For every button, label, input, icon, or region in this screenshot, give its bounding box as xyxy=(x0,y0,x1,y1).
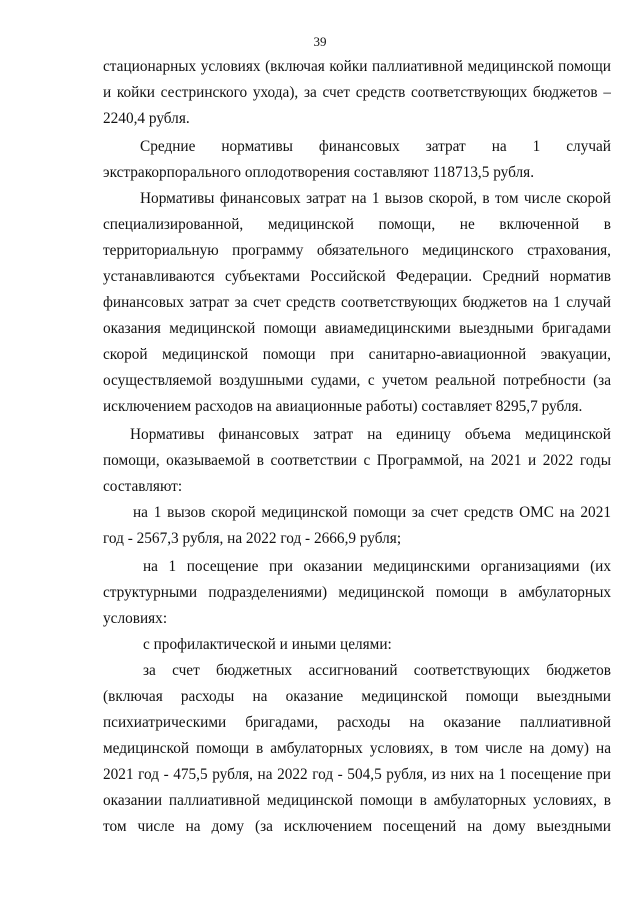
text-line: Нормативы финансовых затрат на единицу объема медицинской xyxy=(130,426,611,443)
text-line: оказании паллиативной медицинской помощи в амбулаторных условиях, в xyxy=(103,792,611,809)
text-line: и койки сестринского ухода), за счет средств соответствующих бюджетов – xyxy=(103,84,611,101)
text-line: скорой медицинской помощи при санитарно-авиационной эвакуации, xyxy=(103,346,611,363)
text-line: финансовых затрат за счет средств соответствующих бюджетов на 1 случай xyxy=(103,294,611,311)
text-line: 2240,4 рубля. xyxy=(103,110,190,127)
text-line: стационарных условиях (включая койки паллиативной медицинской помощи xyxy=(103,58,611,75)
text-line: структурными подразделениями) медицинской помощи в амбулаторных xyxy=(103,584,611,601)
text-line: психиатрическими бригадами, расходы на оказание паллиативной xyxy=(103,714,611,731)
text-line: медицинской помощи в амбулаторных условиях, в том числе на дому) на xyxy=(103,740,611,757)
text-line: устанавливаются субъектами Российской Федерации. Средний норматив xyxy=(103,268,611,285)
text-line: том числе на дому (за исключением посещений на дому выездными xyxy=(103,818,611,835)
text-line: экстракорпорального оплодотворения составляют 118713,5 рубля. xyxy=(103,164,535,181)
text-line: с профилактической и иными целями: xyxy=(143,636,392,653)
text-line: год - 2567,3 рубля, на 2022 год - 2666,9 рубля; xyxy=(103,530,402,547)
text-line: осуществляемой воздушными судами, с учетом реальной потребности (за xyxy=(103,372,611,389)
text-line: 2021 год - 475,5 рубля, на 2022 год - 504,5 рубля, из них на 1 посещение при xyxy=(103,766,611,783)
text-line: составляют: xyxy=(103,478,183,495)
text-line: на 1 посещение при оказании медицинскими организациями (их xyxy=(143,558,611,575)
text-line: оказания медицинской помощи авиамедицинскими выездными бригадами xyxy=(103,320,611,337)
text-line: помощи, оказываемой в соответствии с Программой, на 2021 и 2022 годы xyxy=(103,452,611,469)
text-line: на 1 вызов скорой медицинской помощи за счет средств ОМС на 2021 xyxy=(133,504,611,521)
text-line: территориальную программу обязательного медицинского страхования, xyxy=(103,242,611,259)
page-number: 39 xyxy=(313,34,327,49)
text-line: Средние нормативы финансовых затрат на 1 случай xyxy=(140,138,611,155)
text-line: исключением расходов на авиационные работы) составляет 8295,7 рубля. xyxy=(103,398,583,415)
text-line: Нормативы финансовых затрат на 1 вызов скорой, в том числе скорой xyxy=(140,190,611,207)
text-line: специализированной, медицинской помощи, не включенной в xyxy=(103,216,611,233)
text-line: (включая расходы на оказание медицинской помощи выездными xyxy=(103,688,611,705)
text-line: условиях: xyxy=(103,610,168,627)
text-line: за счет бюджетных ассигнований соответствующих бюджетов xyxy=(143,662,611,679)
